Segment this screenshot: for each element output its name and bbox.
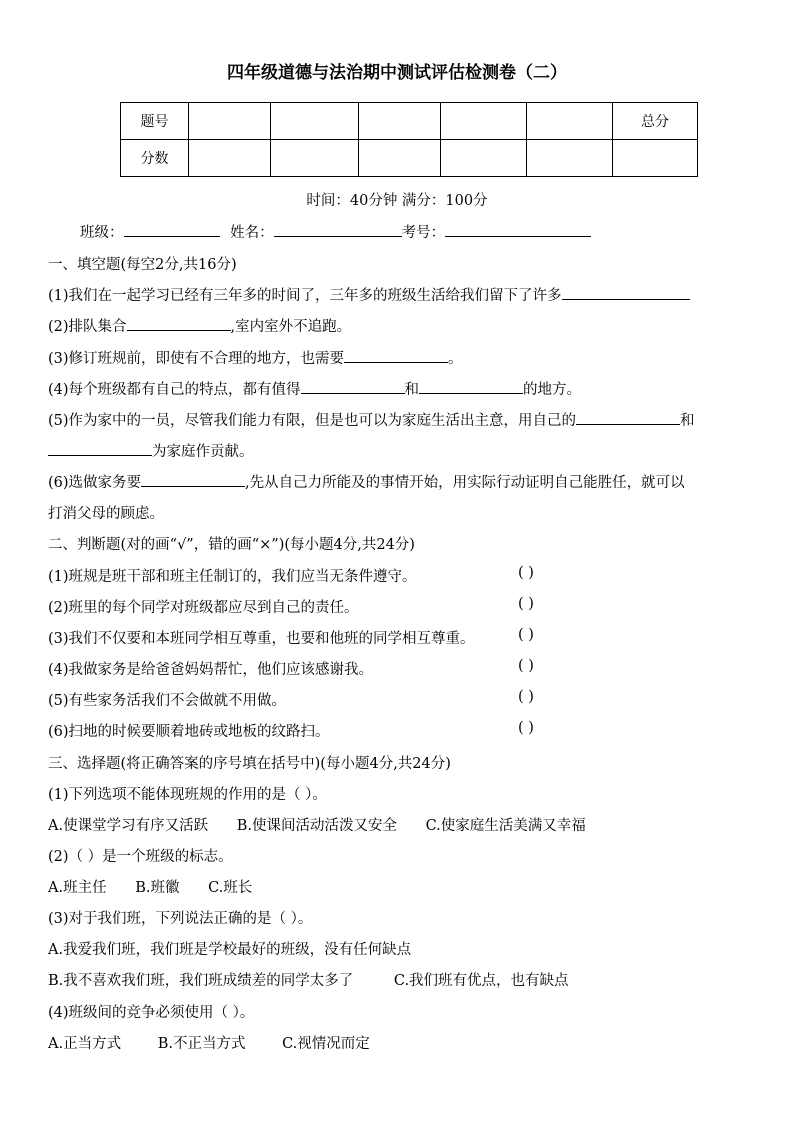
option-c[interactable]: C.班长 [208, 880, 253, 896]
score-cell[interactable] [271, 140, 359, 177]
answer-paren[interactable]: ( ) [518, 720, 534, 736]
option-c[interactable]: C.视情况而定 [282, 1036, 370, 1052]
judge-item-4: (4)我做家务是给爸爸妈妈帮忙，他们应该感谢我。 [48, 662, 374, 678]
fill-question-5 [48, 409, 695, 430]
option-a[interactable]: A.正当方式 [48, 1036, 122, 1052]
question-text: (5)作为家中的一员，尽管我们能力有限，但是也可以为家庭生活出主意，用自己的 [48, 413, 577, 429]
option-a[interactable]: A.班主任 [48, 880, 107, 896]
choice-question-3-options-bc [48, 969, 569, 990]
question-text: (6)选做家务要 [48, 475, 142, 491]
answer-blank[interactable] [576, 410, 680, 425]
score-table-row2-label: 分数 [121, 140, 189, 177]
fill-question-3 [48, 347, 463, 368]
choice-question-3-option-a-line [48, 938, 411, 959]
fill-question-1 [48, 284, 690, 305]
judge-item-5: (5)有些家务活我们不会做就不用做。 [48, 693, 287, 709]
choice-question-4-options [48, 1032, 370, 1053]
answer-paren[interactable]: ( ) [518, 627, 534, 643]
answer-paren[interactable]: ( ) [518, 658, 534, 674]
choice-question-2-stem: (2)（ ）是一个班级的标志。 [48, 849, 233, 865]
name-blank[interactable] [274, 222, 402, 237]
answer-blank[interactable] [127, 316, 231, 331]
answer-paren[interactable]: ( ) [518, 689, 534, 705]
section3-heading: 三、选择题(将正确答案的序号填在括号中)(每小题4分,共24分) [48, 756, 451, 772]
answer-paren[interactable]: ( ) [518, 565, 534, 581]
fill-question-2 [48, 315, 351, 336]
score-cell[interactable] [613, 140, 698, 177]
class-blank[interactable] [124, 222, 220, 237]
judge-item-6: (6)扫地的时候要顺着地砖或地板的纹路扫。 [48, 724, 330, 740]
score-cell[interactable] [441, 103, 527, 140]
question-text: ,先从自己力所能及的事情开始，用实际行动证明自己能胜任，就可以 [245, 475, 685, 491]
question-text: ,室内室外不追跑。 [230, 319, 352, 335]
question-text: (3)修订班规前，即使有不合理的地方，也需要 [48, 351, 345, 367]
score-table [120, 102, 698, 177]
choice-question-4-stem: (4)班级间的竞争必须使用（ ）。 [48, 1005, 255, 1021]
score-cell[interactable] [359, 103, 441, 140]
option-b[interactable]: B.班徽 [135, 880, 180, 896]
question-text: (1)我们在一起学习已经有三年多的时间了，三年多的班级生活给我们留下了许多 [48, 288, 562, 304]
section2-heading: 二、判断题(对的画“√”，错的画“×”)(每小题4分,共24分) [48, 537, 415, 553]
answer-blank[interactable] [419, 379, 523, 394]
score-cell[interactable] [441, 140, 527, 177]
answer-blank[interactable] [301, 379, 405, 394]
exam-info: 时间：40分钟 满分：100分 [306, 193, 488, 209]
page-title: 四年级道德与法治期中测试评估检测卷（二） [227, 63, 567, 83]
question-text: 和 [404, 382, 420, 398]
question-text: (2)排队集合 [48, 319, 127, 335]
option-b[interactable]: B.使课间活动活泼又安全 [236, 818, 397, 834]
option-b[interactable]: B.不正当方式 [157, 1036, 246, 1052]
fill-question-5-cont [48, 440, 254, 461]
student-fields [80, 221, 591, 242]
score-cell[interactable] [189, 103, 271, 140]
question-text: 的地方。 [523, 382, 582, 398]
score-cell[interactable] [527, 140, 613, 177]
answer-blank[interactable] [141, 472, 245, 487]
answer-blank[interactable] [562, 285, 690, 300]
fill-question-6-cont: 打消父母的顾虑。 [48, 506, 164, 522]
option-a[interactable]: A.使课堂学习有序又活跃 [48, 818, 209, 834]
fill-question-6 [48, 471, 685, 492]
question-text: 和 [680, 413, 695, 429]
choice-question-1-stem: (1)下列选项不能体现班规的作用的是（ ）。 [48, 787, 327, 803]
score-table-total-label: 总分 [613, 103, 698, 140]
question-text: 。 [448, 351, 463, 367]
class-label: 班级： [80, 225, 124, 241]
choice-question-1-options [48, 814, 586, 835]
score-cell[interactable] [527, 103, 613, 140]
question-text: (4)每个班级都有自己的特点，都有值得 [48, 382, 301, 398]
answer-paren[interactable]: ( ) [518, 596, 534, 612]
score-cell[interactable] [359, 140, 441, 177]
number-blank[interactable] [445, 222, 591, 237]
option-c[interactable]: C.我们班有优点，也有缺点 [393, 973, 569, 989]
option-a[interactable]: A.我爱我们班，我们班是学校最好的班级，没有任何缺点 [48, 942, 412, 958]
answer-blank[interactable] [344, 348, 448, 363]
option-b[interactable]: B.我不喜欢我们班，我们班成绩差的同学太多了 [48, 973, 354, 989]
choice-question-3-stem: (3)对于我们班，下列说法正确的是（ ）。 [48, 911, 313, 927]
judge-item-2: (2)班里的每个同学对班级都应尽到自己的责任。 [48, 600, 359, 616]
choice-question-2-options [48, 876, 252, 897]
fill-question-4 [48, 378, 581, 399]
score-table-row1-label: 题号 [121, 103, 189, 140]
name-label: 姓名： [230, 225, 274, 241]
score-cell[interactable] [271, 103, 359, 140]
judge-item-3: (3)我们不仅要和本班同学相互尊重，也要和他班的同学相互尊重。 [48, 631, 475, 647]
number-label: 考号： [401, 225, 446, 241]
answer-blank[interactable] [48, 441, 152, 456]
section1-heading: 一、填空题(每空2分,共16分) [48, 257, 237, 273]
option-c[interactable]: C.使家庭生活美满又幸福 [425, 818, 586, 834]
question-text: 为家庭作贡献。 [152, 444, 254, 460]
judge-item-1: (1)班规是班干部和班主任制订的，我们应当无条件遵守。 [48, 569, 417, 585]
score-cell[interactable] [189, 140, 271, 177]
